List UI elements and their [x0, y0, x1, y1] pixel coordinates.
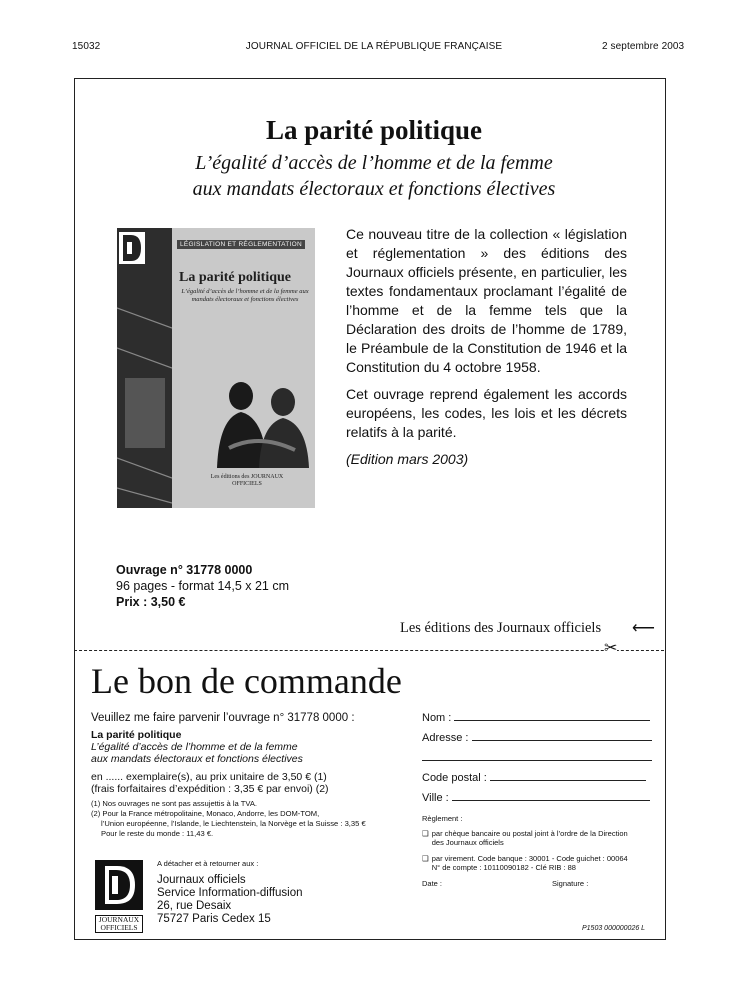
adresse-input-2[interactable] — [422, 760, 652, 761]
cheque-line2: des Journaux officiels — [431, 838, 504, 847]
adresse-input[interactable] — [472, 740, 652, 741]
logo-text-line2: OFFICIELS — [100, 923, 138, 932]
adresse-field-line2[interactable] — [422, 752, 657, 772]
document-code: P1503 000000026 L — [582, 925, 646, 932]
publication-date: 2 septembre 2003 — [602, 41, 685, 52]
order-subtitle-line1: L’égalité d’accès de l’homme et de la femme — [91, 741, 298, 753]
journal-title: JOURNAL OFFICIEL DE LA RÉPUBLIQUE FRANÇAISE — [245, 41, 503, 52]
publisher-line: Les éditions des Journaux officiels — [400, 620, 602, 636]
cheque-line1: par chèque bancaire ou postal joint à l’ordre de la Direction — [431, 829, 628, 838]
page-number: 15032 — [72, 41, 101, 52]
book-reference-block — [116, 562, 289, 610]
order-note-2-line3: Pour le reste du monde : 11,43 €. — [101, 829, 214, 838]
book-subtitle-line2: aux mandats électoraux et fonctions électives — [192, 178, 556, 200]
order-form-heading: Le bon de commande — [91, 661, 402, 701]
address-line-3: 26, rue Desaix — [157, 900, 232, 912]
payment-virement-option[interactable] — [422, 854, 657, 872]
cut-line — [74, 650, 664, 651]
cover-logo-icon — [119, 232, 145, 264]
logo-text — [95, 915, 143, 933]
cover-spine — [117, 228, 172, 508]
order-book-title: La parité politique — [91, 729, 182, 741]
date-signature-row — [422, 879, 657, 889]
ville-field[interactable] — [422, 792, 657, 810]
book-subtitle — [0, 150, 748, 202]
logo-text-line1: JOURNAUX — [98, 915, 140, 924]
description-paragraph-1: Ce nouveau titre de la collection « législation et réglementation » des éditions des Journaux officiels présente, en particulier, les textes fondamentaux proclamant l’égalité de l’homme et de la femme tels que la Déclaration des droits de l’homme de 1789, le Préambule de la Constitution de 1946 et la Constitution du 4 octobre 1958. — [346, 226, 627, 375]
order-form-left — [91, 712, 409, 839]
virement-line2: N° de compte : 10110090182 - Clé RIB : 88 — [431, 863, 576, 872]
edition-note: (Edition mars 2003) — [346, 451, 469, 467]
order-form-right — [422, 712, 657, 889]
cover-publisher: Les éditions des JOURNAUX OFFICIELS — [210, 474, 284, 487]
scissors-icon: ✂ — [604, 640, 618, 657]
return-label: A détacher et à retourner aux : — [157, 859, 259, 868]
book-format: 96 pages - format 14,5 x 21 cm — [116, 579, 290, 593]
cover-series: LÉGISLATION ET RÉGLEMENTATION — [177, 240, 305, 249]
book-subtitle-line1: L’égalité d’accès de l’homme et de la femme — [195, 152, 553, 174]
description-paragraph-2: Cet ouvrage reprend également les accords européens, les codes, les lois et les décrets relatifs à la parité. — [346, 386, 627, 440]
signature-label[interactable]: Signature : — [552, 879, 589, 888]
book-title: La parité politique — [265, 115, 482, 145]
book-reference: Ouvrage n° 31778 0000 — [116, 563, 253, 577]
arrow-left-icon: ⟵ — [632, 620, 655, 637]
reglement-label: Règlement : — [422, 814, 463, 823]
return-address — [157, 857, 303, 926]
cover-silhouettes — [209, 378, 315, 468]
virement-line1: par virement. Code banque : 30001 - Code guichet : 00064 — [431, 854, 628, 863]
book-description — [346, 225, 627, 477]
date-label[interactable]: Date : — [422, 879, 443, 888]
ville-label: Ville : — [422, 792, 449, 804]
order-note-2-line1: (2) Pour la France métropolitaine, Monaco, Andorre, les DOM-TOM, — [91, 809, 320, 818]
order-subtitle-line2: aux mandats électoraux et fonctions électives — [91, 753, 303, 765]
cover-subtitle: L’égalité d’accès de l’homme et de la femme aux mandats électoraux et fonctions électives — [181, 288, 309, 303]
address-line-4: 75727 Paris Cedex 15 — [157, 913, 271, 925]
order-note-2-line2: l’Union européenne, l’Islande, le Liechtenstein, la Norvège et la Suisse : 3,35 € — [101, 819, 366, 828]
order-shipping-line: (frais forfaitaires d’expédition : 3,35 € par envoi) (2) — [91, 783, 329, 795]
code-postal-label: Code postal : — [422, 772, 487, 784]
code-postal-field[interactable] — [422, 772, 657, 792]
journaux-officiels-logo — [95, 860, 143, 932]
book-price: Prix : 3,50 € — [116, 595, 186, 609]
order-note-1: (1) Nos ouvrages ne sont pas assujettis à la TVA. — [91, 799, 258, 808]
address-line-2: Service Information-diffusion — [157, 887, 303, 899]
cheque-checkbox[interactable]: ❑ — [422, 829, 429, 838]
cover-title: La parité politique — [179, 270, 292, 285]
nom-field[interactable] — [422, 712, 657, 732]
order-intro: Veuillez me faire parvenir l’ouvrage n° 31778 0000 : — [91, 712, 355, 724]
code-postal-input[interactable] — [490, 780, 646, 781]
adresse-label: Adresse : — [422, 732, 469, 744]
order-quantity-line[interactable]: en ...... exemplaire(s), au prix unitaire de 3,50 € (1) — [91, 771, 327, 783]
adresse-field[interactable] — [422, 732, 657, 752]
virement-checkbox[interactable]: ❑ — [422, 854, 429, 863]
nom-input[interactable] — [454, 720, 650, 721]
book-cover-image — [117, 228, 315, 508]
payment-cheque-option[interactable] — [422, 829, 657, 847]
nom-label: Nom : — [422, 712, 452, 724]
ville-input[interactable] — [452, 800, 650, 801]
address-line-1: Journaux officiels — [157, 874, 246, 886]
